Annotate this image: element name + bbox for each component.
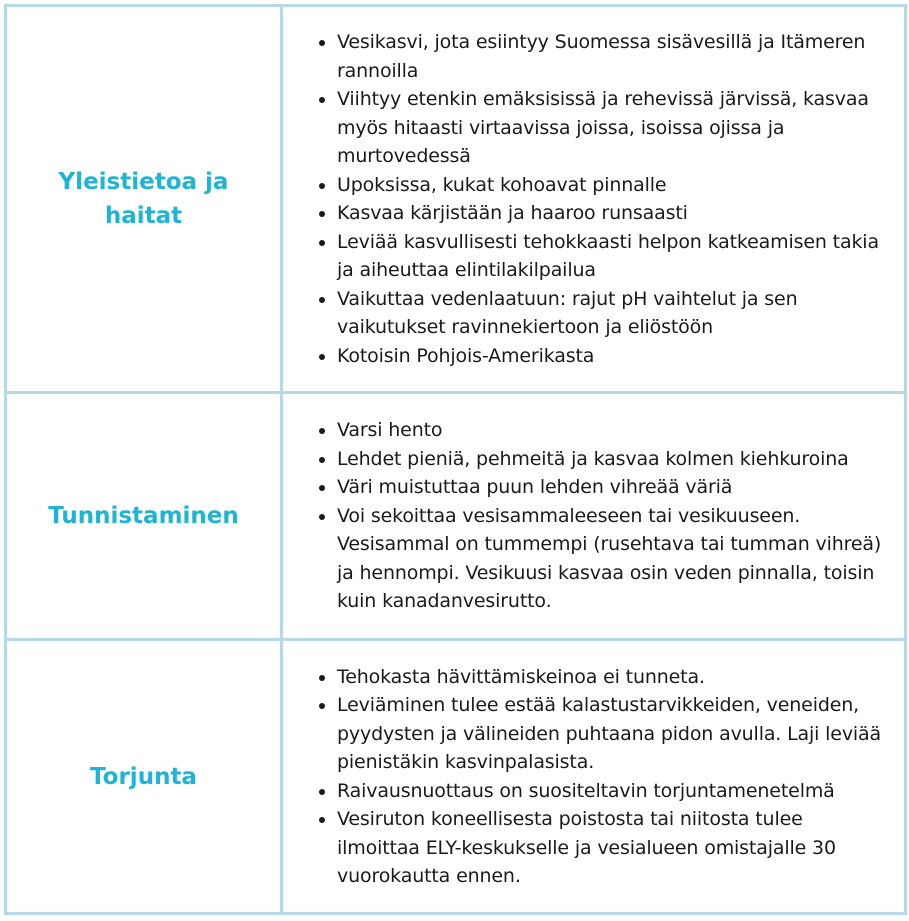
table-row-general-info — [6, 6, 906, 393]
bullet-list-identification — [283, 416, 890, 616]
list-item: • Kotoisin Pohjois-Amerikasta — [337, 342, 890, 371]
list-item: • Vesiruton koneellisesta poistosta tai niitosta tulee ilmoittaa ELY-keskukselle ja vesialueen omistajalle 30 vuorokautta ennen. — [337, 805, 890, 891]
row-label-control: Torjunta — [6, 640, 282, 914]
list-item: • Vaikuttaa vedenlaatuun: rajut pH vaihtelut ja sen vaikutukset ravinnekiertoon ja eliöstöön — [337, 285, 890, 342]
list-item: • Leviää kasvullisesti tehokkaasti helpon katkeamisen takia ja aiheuttaa elintilakilpailua — [337, 228, 890, 285]
list-item: • Viihtyy etenkin emäksisissä ja rehevissä järvissä, kasvaa myös hitaasti virtaavissa joissa, isoissa ojissa ja murtovedessä — [337, 85, 890, 171]
bullet-list-general-info — [283, 28, 890, 370]
info-table — [4, 4, 907, 915]
list-item: • Väri muistuttaa puun lehden vihreää väriä — [337, 473, 890, 502]
list-item: • Lehdet pieniä, pehmeitä ja kasvaa kolmen kiehkuroina — [337, 445, 890, 474]
list-item: • Raivausnuottaus on suositeltavin torjuntamenetelmä — [337, 777, 890, 806]
list-item: • Tehokasta hävittämiskeinoa ei tunneta. — [337, 663, 890, 692]
row-label-general-info: Yleistietoa ja haitat — [6, 6, 282, 393]
list-item: • Upoksissa, kukat kohoavat pinnalle — [337, 171, 890, 200]
table-row-control — [6, 640, 906, 914]
table-row-identification — [6, 393, 906, 640]
row-content-general-info — [282, 6, 906, 393]
list-item: • Leviäminen tulee estää kalastustarvikkeiden, veneiden, pyydysten ja välineiden puhtaana pidon avulla. Laji leviää pienistäkin kasvinpalasista. — [337, 691, 890, 777]
row-label-identification: Tunnistaminen — [6, 393, 282, 640]
list-item: • Kasvaa kärjistään ja haaroo runsaasti — [337, 199, 890, 228]
list-item: • Vesikasvi, jota esiintyy Suomessa sisävesillä ja Itämeren rannoilla — [337, 28, 890, 85]
bullet-list-control — [283, 663, 890, 891]
list-item: • Varsi hento — [337, 416, 890, 445]
list-item: • Voi sekoittaa vesisammaleeseen tai vesikuuseen. Vesisammal on tummempi (rusehtava tai tumman vihreä) ja hennompi. Vesikuusi kasvaa osin veden pinnalla, toisin kuin kanadanvesirutto. — [337, 502, 890, 616]
row-content-identification — [282, 393, 906, 640]
row-content-control — [282, 640, 906, 914]
